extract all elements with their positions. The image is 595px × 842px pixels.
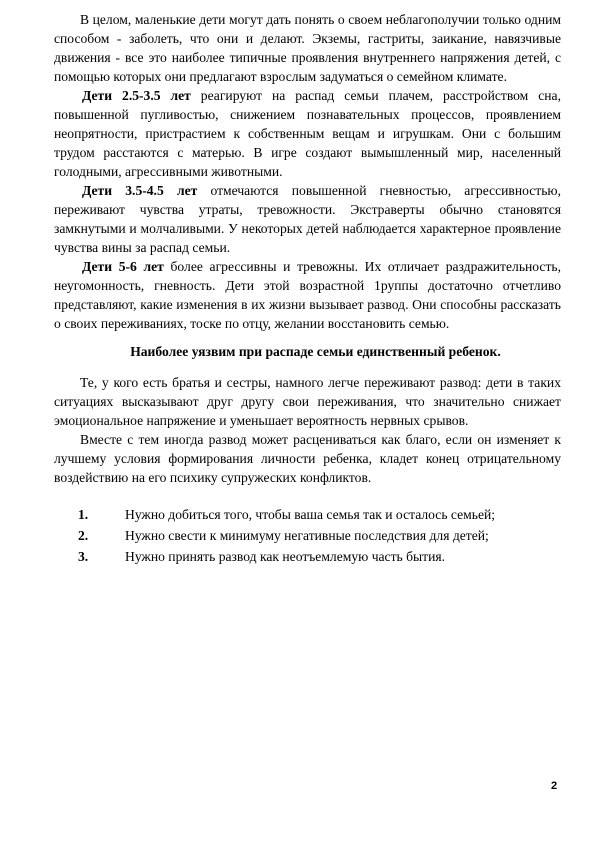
list-item-number: 2. (78, 528, 89, 543)
numbered-list (54, 505, 561, 566)
list-item (78, 505, 561, 524)
list-item-text: Нужно принять развод как неотъемлемую часть бытия. (125, 549, 446, 564)
paragraph-intro: В целом, маленькие дети могут дать понять о своем неблагополучии только одним способом - заболеть, что они и делают. Экземы, гастриты, заикание, навязчивые движения - все это наиболее типичные проявления внутреннего напряжения детей, с помощью которых они предлагают взрослым задуматься о семейном климате. (54, 12, 561, 84)
list-item-text: Нужно свести к минимуму негативные последствия для детей; (125, 528, 489, 543)
document-page (54, 10, 561, 568)
page-number: 2 (551, 780, 558, 792)
list-item-number: 1. (78, 507, 89, 522)
age-group-label: Дети 2.5-3.5 лет (82, 88, 191, 103)
paragraph-siblings: Те, у кого есть братья и сестры, намного легче переживают развод: дети в таких ситуациях высказывают друг другу свои переживания, что значительно снижает эмоциональное напряжение и уменьшает вероятность нервных срывов. (54, 375, 561, 428)
paragraph-text: более агрессивны и тревожны. Их отличает раздражительность, неугомонность, гневность. Дети этой возрастной 1руппы достаточно отчетливо представляют, какие изменения в их жизни вызывает развод. Они способны рассказать о своих переживаниях, тоске по отцу, желании восстановить семью. (54, 259, 562, 331)
list-item (78, 547, 561, 566)
age-group-label: Дети 3.5-4.5 лет (82, 183, 198, 198)
list-item-text: Нужно добиться того, чтобы ваша семья так и осталось семьей; (125, 507, 496, 522)
paragraph-text: отмечаются повышенной гневностью, агрессивностью, переживают чувства утраты, тревожности. Экстраверты обычно становятся замкнутыми и молчаливыми. У некоторых детей наблюдается характерное проявление чувства вины за распад семьи. (54, 183, 561, 255)
age-group-label: Дети 5-6 лет (82, 259, 164, 274)
paragraph-age-2-3 (54, 86, 561, 181)
paragraph-text: реагируют на распад семьи плачем, расстройством сна, повышенной пугливостью, снижением познавательных процессов, проявлением неопрятности, пристрастием к собственным вещам и игрушкам. Они с большим трудом расстаются с матерью. В игре создают вымышленный мир, населенный голодными, агрессивными животными. (54, 88, 561, 179)
paragraph-age-3-4 (54, 181, 561, 257)
section-heading: Наиболее уязвим при распаде семьи единственный ребенок. (130, 344, 501, 359)
list-item-number: 3. (78, 549, 89, 564)
paragraph-age-5-6 (54, 257, 561, 333)
list-item (78, 526, 561, 545)
paragraph-divorce-benefit: Вместе с тем иногда развод может расцениваться как благо, если он изменяет к лучшему условия формирования личности ребенка, кладет конец отрицательному воздействию на его психику супружеских конфликтов. (54, 432, 561, 485)
